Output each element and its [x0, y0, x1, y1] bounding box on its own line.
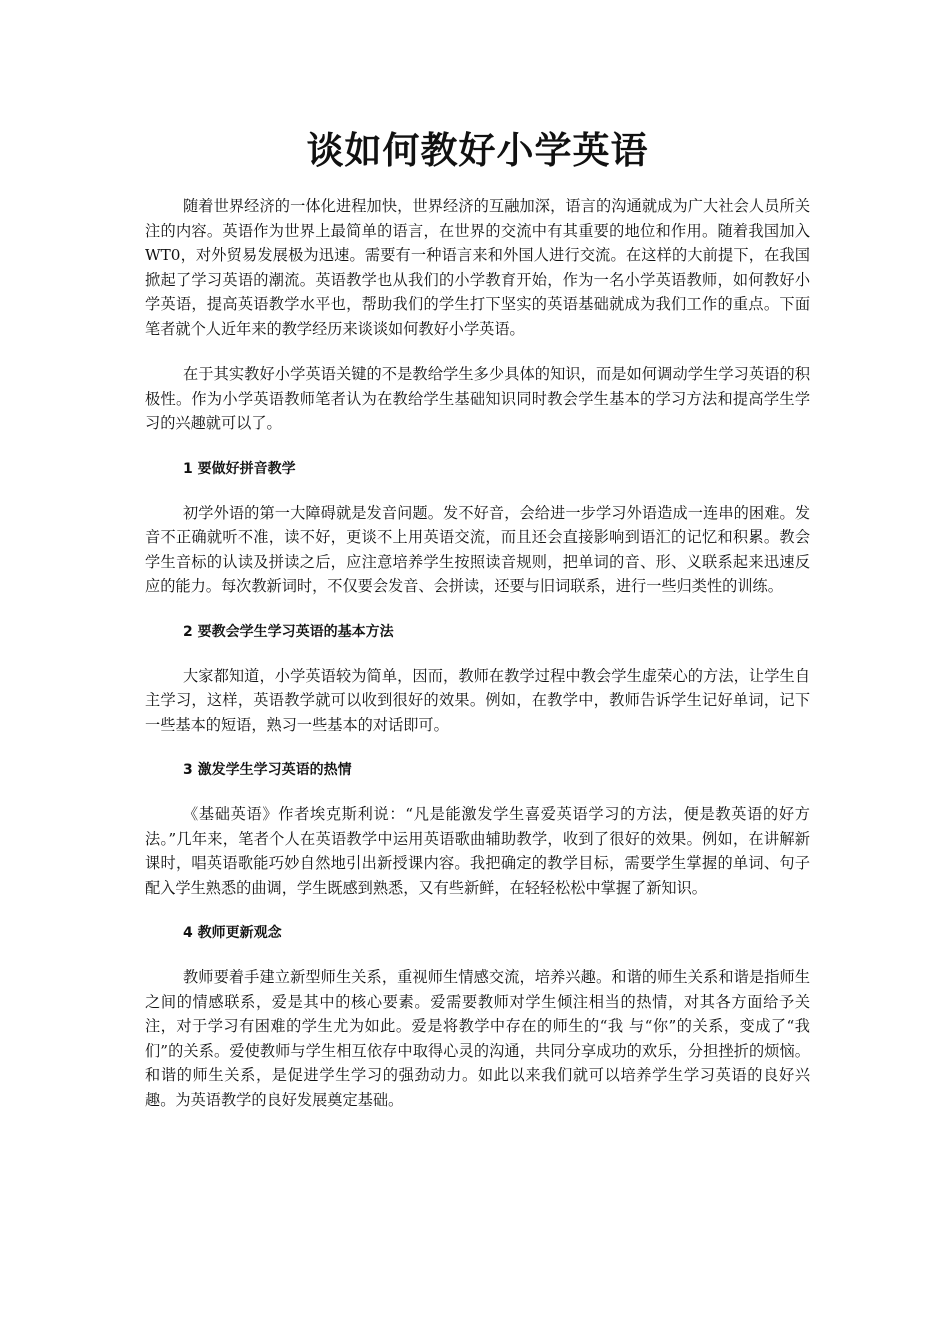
- section-heading-1: 1 要做好拼音教学: [183, 460, 296, 477]
- intro-paragraph-2: 在于其实教好小学英语关键的不是教给学生多少具体的知识，而是如何调动学生学习英语的积极性。作为小学英语教师笔者认为在教给学生基础知识同时教会学生基本的学习方法和提高学生学习的兴趣就可以了。: [145, 365, 810, 432]
- section-heading-2: 2 要教会学生学习英语的基本方法: [183, 623, 394, 640]
- document-title: 谈如何教好小学英语: [306, 129, 649, 172]
- section-paragraph-3: 《基础英语》作者埃克斯利说：“凡是能激发学生喜爱英语学习的方法，便是教英语的好方法。”几年来，笔者个人在英语教学中运用英语歌曲辅助教学，收到了很好的效果。例如，在讲解新课时，唱英语歌能巧妙自然地引出新授课内容。我把确定的教学目标，需要学生掌握的单词、句子配入学生熟悉的曲调，学生既感到熟悉，又有些新鲜，在轻轻松松中掌握了新知识。: [145, 805, 810, 897]
- section-paragraph-1: 初学外语的第一大障碍就是发音问题。发不好音，会给进一步学习外语造成一连串的困难。发音不正确就听不准，读不好，更谈不上用英语交流，而且还会直接影响到语汇的记忆和积累。教会学生音标的认读及拼读之后，应注意培养学生按照读音规则，把单词的音、形、义联系起来迅速反应的能力。每次教新词时，不仅要会发音、会拼读，还要与旧词联系，进行一些归类性的训练。: [145, 503, 810, 595]
- section-heading-3: 3 激发学生学习英语的热情: [183, 762, 352, 778]
- section-heading-4: 4 教师更新观念: [183, 925, 282, 941]
- intro-paragraph-1: 随着世界经济的一体化进程加快，世界经济的互融加深，语言的沟通就成为广大社会人员所关注的内容。英语作为世界上最简单的语言，在世界的交流中有其重要的地位和作用。随着我国加入WT0，对外贸易发展极为迅速。需要有一种语言来和外国人进行交流。在这样的大前提下，在我国掀起了学习英语的潮流。英语教学也从我们的小学教育开始，作为一名小学英语教师，如何教好小学英语，提高英语教学水平也，帮助我们的学生打下坚实的英语基础就成为我们工作的重点。下面笔者就个人近年来的教学经历来谈谈如何教好小学英语。: [145, 197, 810, 338]
- section-paragraph-2: 大家都知道，小学英语较为简单，因而，教师在教学过程中教会学生虚荣心的方法，让学生自主学习，这样，英语教学就可以收到很好的效果。例如，在教学中，教师告诉学生记好单词，记下一些基本的短语，熟习一些基本的对话即可。: [145, 666, 810, 734]
- section-paragraph-4: 教师要着手建立新型师生关系，重视师生情感交流，培养兴趣。和谐的师生关系和谐是指师生之间的情感联系，爱是其中的核心要素。爱需要教师对学生倾注相当的热情，对其各方面给予关注，对于学习有困难的学生尤为如此。爱是将教学中存在的师生的“我 与“你”的关系，变成了“我们”的关系。爱使教师与学生相互依存中取得心灵的沟通，共同分享成功的欢乐，分担挫折的烦恼。和谐的师生关系，是促进学生学习的强劲动力。如此以来我们就可以培养学生学习英语的良好兴趣。为英语教学的良好发展奠定基础。: [145, 968, 810, 1109]
